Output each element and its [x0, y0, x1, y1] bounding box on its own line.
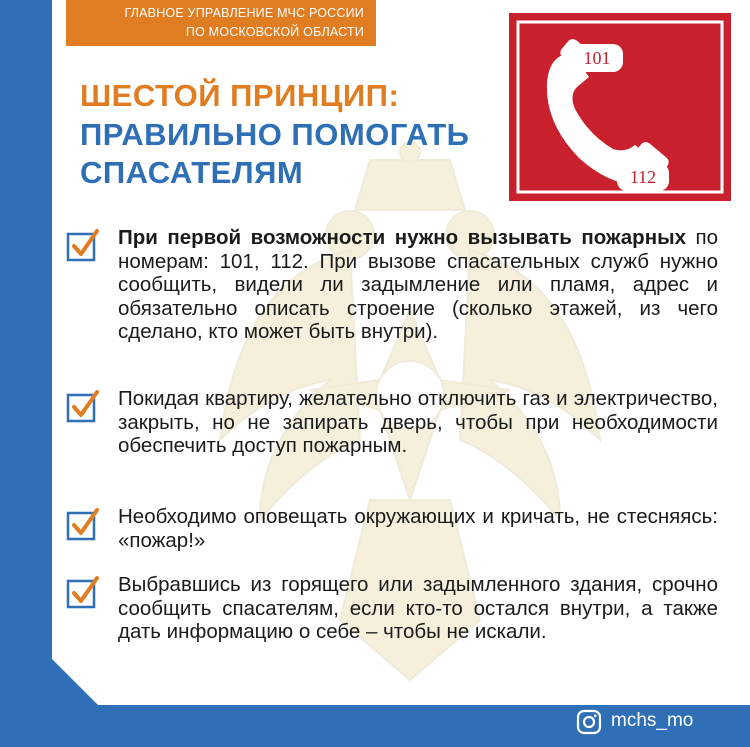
agency-banner: [66, 0, 376, 46]
item-text: [118, 226, 718, 344]
sign-number-bottom: 112: [629, 167, 657, 187]
item-text: Необходимо оповещать окружающих и кричать, не стесняясь: «пожар!»: [118, 505, 718, 552]
frame-corner-notch: [52, 659, 98, 705]
instagram-link[interactable]: [576, 708, 736, 736]
title-line-3: СПАСАТЕЛЯМ: [80, 155, 304, 190]
agency-name-line1: ГЛАВНОЕ УПРАВЛЕНИЕ МЧС РОССИИ: [124, 6, 364, 20]
left-blue-frame: [0, 0, 52, 747]
checkbox-check-icon: [66, 228, 100, 262]
sign-number-top: 101: [583, 48, 611, 68]
item-text-regular: по номерам: 101, 112. При вызове спасательных служб нужно сообщить, видели ли задымление или пламя, адрес и обязательно описать строение (сколько этажей, из чего сделано, кто может быть внутри).: [118, 226, 718, 343]
instagram-icon: [576, 709, 602, 735]
checkbox-check-icon: [66, 507, 100, 541]
title-principle: ШЕСТОЙ ПРИНЦИП:: [80, 78, 400, 113]
fire-phone-sign: [509, 13, 731, 201]
item-text: Выбравшись из горящего или задымленного здания, срочно сообщить спасателям, если кто-то остался внутри, а также дать информацию о себе – чтобы не искали.: [118, 573, 718, 643]
instagram-handle: mchs_mo: [611, 710, 694, 731]
checkbox-check-icon: [66, 389, 100, 423]
item-text: Покидая квартиру, желательно отключить газ и электричество, закрыть, но не запирать дверь, чтобы при необходимости обеспечить доступ пожарным.: [118, 387, 718, 457]
checkbox-check-icon: [66, 575, 100, 609]
item-text-bold: При первой возможности нужно вызывать пожарных: [118, 226, 686, 249]
title-line-2: ПРАВИЛЬНО ПОМОГАТЬ: [80, 117, 470, 152]
agency-name-line2: ПО МОСКОВСКОЙ ОБЛАСТИ: [185, 25, 364, 39]
